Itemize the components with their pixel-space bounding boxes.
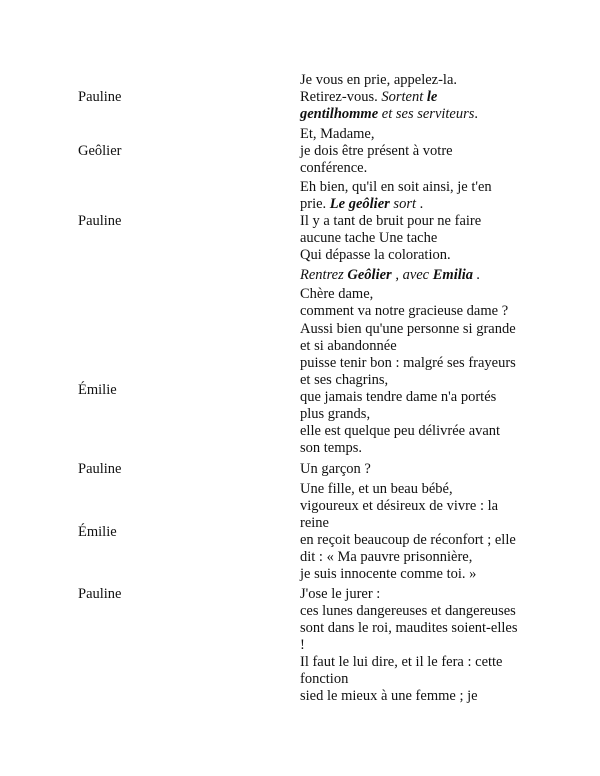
dialogue-line: dit : « Ma pauvre prisonnière,: [300, 549, 473, 565]
dialogue-line: Aussi bien qu'une personne si grande: [300, 321, 516, 337]
dialogue-line: sied le mieux à une femme ; je: [300, 688, 478, 704]
dialogue-line: et ses chagrins,: [300, 372, 389, 388]
dialogue-line: Une fille, et un beau bébé,: [300, 481, 453, 497]
dialogue-text: [300, 461, 536, 478]
dialogue-line: vigoureux et désireux de vivre : la: [300, 498, 499, 514]
speaker-name: Émilie: [78, 382, 117, 398]
stage-direction: , avec: [391, 267, 433, 283]
dialogue-text: [300, 126, 536, 177]
character-reference: Le geôlier: [329, 196, 390, 212]
dialogue-line: et si abandonnée: [300, 338, 397, 354]
dialogue-text: [300, 586, 536, 705]
dialogue-line: [300, 106, 536, 123]
punctuation: .: [474, 106, 479, 122]
dialogue-line: aucune tache Une tache: [300, 230, 438, 246]
character-reference: Geôlier: [347, 267, 392, 283]
dialogue-text-span: prie.: [300, 196, 330, 212]
speaker-name: Émilie: [78, 524, 117, 540]
dialogue-line: en reçoit beaucoup de réconfort ; elle: [300, 532, 516, 548]
dialogue-line: que jamais tendre dame n'a portés: [300, 389, 497, 405]
dialogue-line: Chère dame,: [300, 286, 374, 302]
dialogue-text: [300, 481, 536, 583]
stage-direction: sort: [389, 196, 416, 212]
dialogue-line: fonction: [300, 671, 349, 687]
stage-direction: et ses serviteurs: [378, 106, 475, 122]
speaker-name: Pauline: [78, 461, 122, 477]
dialogue-line: [300, 196, 536, 213]
dialogue-text-span: Retirez-vous.: [300, 89, 382, 105]
character-reference: gentilhomme: [300, 106, 379, 122]
stage-direction: Sortent: [381, 89, 427, 105]
speaker-name: Pauline: [78, 586, 122, 602]
dialogue-line: sont dans le roi, maudites soient-elles: [300, 620, 518, 636]
dialogue-line: son temps.: [300, 440, 363, 456]
dialogue-line: conférence.: [300, 160, 368, 176]
dialogue-line: plus grands,: [300, 406, 371, 422]
dialogue-line: !: [300, 637, 305, 653]
dialogue-line: Et, Madame,: [300, 126, 375, 142]
stage-direction: Rentrez: [300, 267, 348, 283]
dialogue-line: comment va notre gracieuse dame ?: [300, 303, 509, 319]
dialogue-text: [300, 179, 536, 320]
speaker-name: Pauline: [78, 89, 122, 105]
dialogue-line: Qui dépasse la coloration.: [300, 247, 451, 263]
dialogue-line: elle est quelque peu délivrée avant: [300, 423, 501, 439]
dialogue-line: Il faut le lui dire, et il le fera : cette: [300, 654, 503, 670]
dialogue-line: je suis innocente comme toi. »: [300, 566, 477, 582]
dialogue-line: reine: [300, 515, 329, 531]
dialogue-line: Je vous en prie, appelez-la.: [300, 72, 458, 88]
dialogue-line: Un garçon ?: [300, 461, 371, 477]
dialogue-line: J'ose le jurer :: [300, 586, 381, 602]
dialogue-line: puisse tenir bon : malgré ses frayeurs: [300, 355, 516, 371]
stage-direction-line: [300, 267, 536, 284]
speaker-name: Geôlier: [78, 143, 122, 159]
dialogue-text: [300, 321, 536, 457]
character-reference: Emilia: [432, 267, 474, 283]
dialogue-text: [300, 72, 536, 123]
punctuation: .: [473, 267, 481, 283]
speaker-name: Pauline: [78, 213, 122, 229]
dialogue-line: Il y a tant de bruit pour ne faire: [300, 213, 482, 229]
character-reference: le: [426, 89, 438, 105]
dialogue-line: Eh bien, qu'il en soit ainsi, je t'en: [300, 179, 492, 195]
punctuation: .: [416, 196, 424, 212]
dialogue-line: je dois être présent à votre: [300, 143, 453, 159]
dialogue-line: ces lunes dangereuses et dangereuses: [300, 603, 516, 619]
dialogue-line: [300, 89, 536, 106]
